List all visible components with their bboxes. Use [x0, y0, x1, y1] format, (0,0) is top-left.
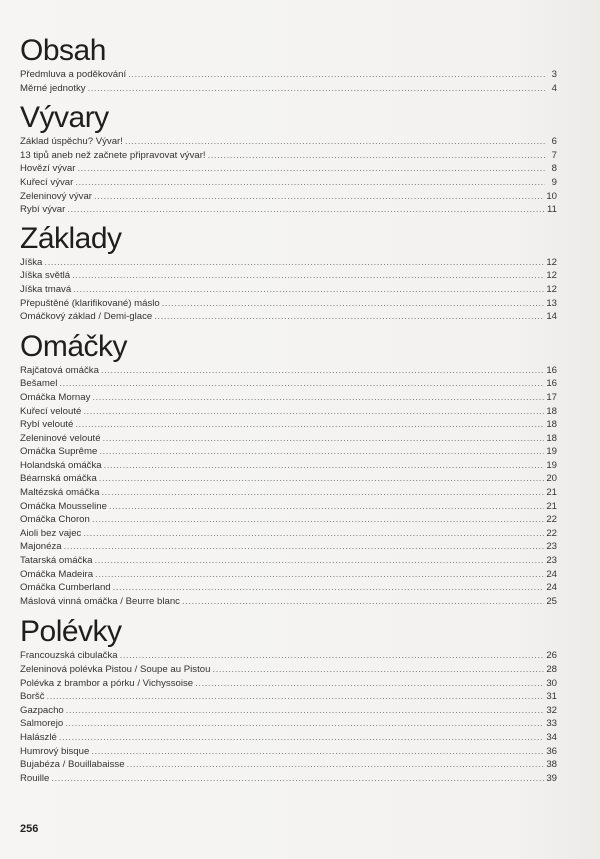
entry-label: Holandská omáčka: [20, 459, 102, 471]
leader-dots: [195, 677, 544, 691]
leader-dots: [120, 649, 545, 663]
entry-page: 6: [551, 136, 557, 148]
leader-dots: [91, 745, 544, 759]
toc-entry: [20, 554, 557, 568]
section-polevky: [20, 615, 557, 785]
entry-page: 4: [551, 82, 557, 94]
entry-page: 18: [546, 432, 557, 444]
leader-dots: [88, 82, 545, 96]
leader-dots: [128, 68, 545, 82]
section-omacky: [20, 330, 557, 609]
entry-page: 19: [546, 446, 557, 458]
section-title: Omáčky: [20, 329, 128, 363]
entry-page: 26: [546, 650, 557, 662]
toc-entry: [20, 269, 557, 283]
entry-page: 8: [551, 163, 557, 175]
entry-label: Předmluva a poděkování: [20, 69, 127, 80]
entry-label: Omáčka Mornay: [20, 391, 91, 403]
entry-label: Gazpacho: [20, 704, 64, 716]
toc-entry: [20, 176, 557, 190]
entry-page: 11: [547, 204, 557, 216]
page-number: 256: [20, 823, 39, 835]
leader-dots: [75, 176, 545, 190]
leader-dots: [101, 486, 544, 500]
leader-dots: [208, 149, 545, 163]
toc-entry: [20, 418, 557, 432]
toc-entry: [20, 581, 557, 595]
entry-label: Jíška: [20, 256, 43, 268]
leader-dots: [95, 554, 545, 568]
entry-label: Zeleninové velouté: [20, 432, 101, 444]
entry-page: 28: [546, 664, 557, 675]
entry-label: Béarnská omáčka: [20, 473, 97, 485]
leader-dots: [101, 364, 544, 378]
leader-dots: [109, 500, 544, 514]
leader-dots: [92, 391, 544, 405]
toc-entry: [20, 663, 557, 677]
leader-dots: [154, 310, 544, 324]
entry-page: 17: [546, 391, 557, 403]
entry-label: Jíška tmavá: [20, 283, 72, 295]
entry-page: 23: [546, 555, 557, 567]
entry-page: 18: [546, 419, 557, 431]
section-vyvary: [20, 101, 557, 217]
leader-dots: [212, 663, 544, 677]
leader-dots: [73, 283, 544, 297]
section-title: Obsah: [20, 34, 106, 67]
entry-list: [20, 68, 557, 95]
entry-page: 10: [546, 190, 557, 202]
entry-label: Halászlé: [20, 731, 57, 743]
entry-list: [20, 649, 557, 785]
entry-label: Omáčka Mousseline: [20, 500, 107, 512]
entry-label: Kuřecí vývar: [20, 176, 74, 188]
leader-dots: [95, 568, 544, 582]
entry-label: Zeleninový vývar: [20, 190, 92, 202]
table-of-contents: [20, 34, 557, 785]
entry-page: 7: [551, 149, 557, 161]
entry-label: Omáčka Choron: [20, 514, 90, 526]
entry-list: [20, 256, 557, 324]
entry-page: 36: [546, 745, 557, 757]
entry-label: Základ úspěchu? Vývar!: [20, 136, 123, 148]
entry-label: Majonéza: [20, 541, 62, 553]
entry-page: 16: [546, 364, 557, 376]
leader-dots: [66, 704, 545, 718]
entry-page: 34: [546, 731, 557, 743]
entry-label: Rybí vývar: [20, 204, 66, 216]
leader-dots: [65, 717, 544, 731]
toc-entry: [20, 162, 557, 176]
entry-page: 9: [551, 176, 557, 188]
leader-dots: [127, 758, 545, 772]
entry-label: Omáčka Suprême: [20, 446, 98, 458]
toc-entry: [20, 527, 557, 541]
toc-entry: [20, 203, 557, 217]
entry-label: Omáčkový základ / Demi-glace: [20, 311, 153, 323]
leader-dots: [83, 527, 544, 541]
entry-page: 20: [546, 473, 557, 485]
toc-entry: [20, 135, 557, 149]
entry-page: 22: [546, 514, 557, 526]
entry-label: Přepuštěné (klarifikované) máslo: [20, 297, 160, 309]
toc-entry: [20, 500, 557, 514]
entry-page: 12: [546, 256, 557, 268]
toc-entry: [20, 256, 557, 270]
entry-page: 21: [546, 500, 557, 512]
leader-dots: [77, 162, 545, 176]
leader-dots: [125, 135, 545, 149]
entry-label: Humrový bisque: [20, 745, 90, 757]
toc-entry: [20, 595, 557, 609]
toc-entry: [20, 190, 557, 204]
toc-entry: [20, 149, 557, 163]
entry-label: Omáčka Madeira: [20, 568, 94, 580]
toc-entry: [20, 540, 557, 554]
leader-dots: [59, 731, 545, 745]
entry-label: Bešamel: [20, 378, 58, 390]
toc-entry: [20, 297, 557, 311]
leader-dots: [104, 459, 545, 473]
toc-entry: [20, 364, 557, 378]
toc-entry: [20, 486, 557, 500]
toc-entry: [20, 310, 557, 324]
toc-entry: [20, 704, 557, 718]
leader-dots: [47, 690, 545, 704]
entry-page: 38: [546, 759, 557, 771]
leader-dots: [72, 269, 544, 283]
leader-dots: [103, 432, 545, 446]
leader-dots: [113, 581, 545, 595]
toc-entry: [20, 690, 557, 704]
entry-label: Tatarská omáčka: [20, 555, 93, 567]
entry-page: 22: [546, 527, 557, 539]
leader-dots: [92, 513, 544, 527]
entry-page: 3: [551, 69, 557, 80]
entry-page: 23: [546, 541, 557, 553]
entry-label: Maltézská omáčka: [20, 487, 100, 499]
entry-label: Omáčka Cumberland: [20, 582, 111, 594]
section-title: Základy: [20, 221, 122, 255]
toc-entry: [20, 677, 557, 691]
entry-page: 12: [546, 270, 557, 282]
leader-dots: [51, 772, 544, 786]
leader-dots: [99, 472, 545, 486]
section-title: Vývary: [20, 101, 109, 135]
leader-dots: [75, 418, 544, 432]
toc-entry: [20, 717, 557, 731]
toc-entry: [20, 568, 557, 582]
entry-page: 24: [546, 582, 557, 594]
leader-dots: [44, 256, 544, 270]
toc-entry: [20, 513, 557, 527]
section-title: Polévky: [20, 615, 122, 649]
toc-entry: [20, 731, 557, 745]
entry-label: Boršč: [20, 691, 45, 703]
toc-entry: [20, 649, 557, 663]
leader-dots: [59, 377, 544, 391]
entry-page: 19: [546, 459, 557, 471]
entry-page: 24: [546, 568, 557, 580]
leader-dots: [99, 445, 544, 459]
toc-entry: [20, 391, 557, 405]
toc-entry: [20, 772, 557, 786]
toc-entry: [20, 82, 557, 96]
entry-page: 12: [546, 283, 557, 295]
entry-page: 31: [546, 691, 557, 703]
entry-label: Máslová vinná omáčka / Beurre blanc: [20, 595, 180, 607]
entry-label: 13 tipů aneb než začnete připravovat vývar!: [20, 149, 206, 161]
toc-entry: [20, 432, 557, 446]
entry-page: 25: [546, 595, 557, 607]
entry-list: [20, 364, 557, 609]
entry-page: 13: [546, 297, 557, 309]
entry-label: Bujabéza / Bouillabaisse: [20, 759, 125, 771]
toc-entry: [20, 445, 557, 459]
toc-entry: [20, 405, 557, 419]
section-obsah: [20, 34, 557, 95]
entry-label: Francouzská cibulačka: [20, 650, 118, 662]
leader-dots: [94, 190, 544, 204]
entry-label: Polévka z brambor a pórku / Vichyssoise: [20, 677, 194, 689]
entry-list: [20, 135, 557, 217]
entry-page: 30: [546, 677, 557, 689]
entry-page: 39: [546, 772, 557, 784]
toc-entry: [20, 377, 557, 391]
entry-label: Rajčatová omáčka: [20, 364, 99, 376]
toc-entry: [20, 68, 557, 82]
toc-entry: [20, 745, 557, 759]
entry-label: Kuřecí velouté: [20, 405, 82, 417]
entry-page: 16: [546, 378, 557, 390]
leader-dots: [64, 540, 545, 554]
leader-dots: [83, 405, 544, 419]
entry-label: Aioli bez vajec: [20, 527, 82, 539]
toc-entry: [20, 758, 557, 772]
toc-entry: [20, 459, 557, 473]
leader-dots: [67, 203, 545, 217]
entry-label: Rybí velouté: [20, 419, 74, 431]
entry-page: 14: [546, 311, 557, 323]
entry-page: 18: [546, 405, 557, 417]
entry-page: 21: [546, 487, 557, 499]
entry-page: 33: [546, 718, 557, 730]
entry-label: Salmorejo: [20, 718, 64, 730]
entry-label: Zeleninová polévka Pistou / Soupe au Pistou: [20, 664, 211, 675]
section-zaklady: [20, 222, 557, 324]
toc-entry: [20, 283, 557, 297]
entry-label: Rouille: [20, 772, 50, 784]
entry-label: Měrné jednotky: [20, 82, 86, 94]
leader-dots: [162, 297, 545, 311]
leader-dots: [182, 595, 544, 609]
entry-label: Hovězí vývar: [20, 163, 76, 175]
entry-page: 32: [546, 704, 557, 716]
entry-label: Jíška světlá: [20, 270, 71, 282]
toc-entry: [20, 472, 557, 486]
